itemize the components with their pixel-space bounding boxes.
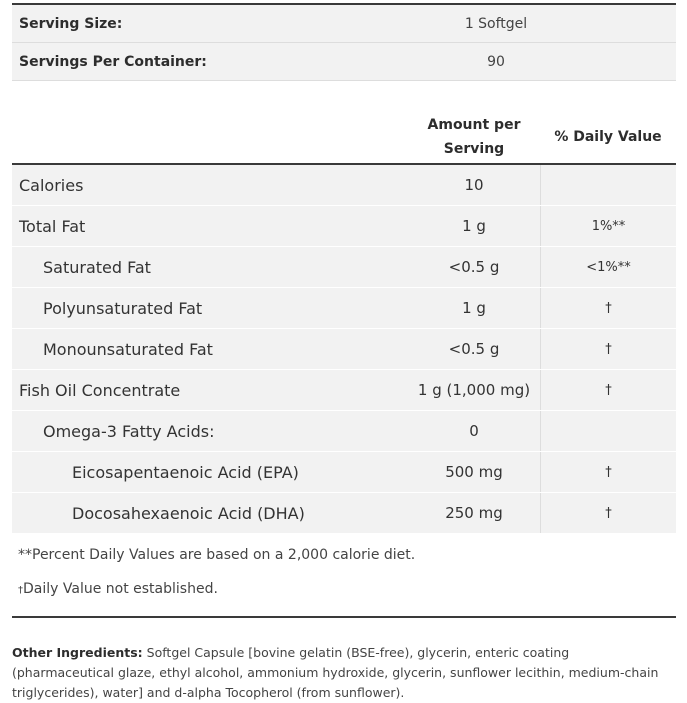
table-row	[12, 411, 676, 452]
other-ingredients-text: Softgel Capsule [bovine gelatin (BSE-free), glycerin, enteric coating (pharmaceutical glaze, ethyl alcohol, ammonium hydroxide, glycerin, sunflower lecithin, medium-chain triglycerides), water] and d-alpha Tocopherol (from sunflower).	[12, 645, 659, 700]
servings-per-container-label: Servings Per Container:	[19, 53, 207, 70]
nutrient-name: Docosahexaenoic Acid (DHA)	[72, 503, 305, 523]
nutrient-name: Total Fat	[19, 216, 86, 236]
table-row	[12, 288, 676, 329]
nutrient-daily-value: <1%**	[540, 247, 676, 287]
other-ingredients-label: Other Ingredients:	[12, 645, 143, 660]
nutrient-amount: <0.5 g	[448, 258, 500, 276]
nutrient-table	[12, 165, 676, 534]
nutrient-name: Polyunsaturated Fat	[43, 298, 203, 318]
nutrient-name: Omega-3 Fatty Acids:	[43, 421, 215, 441]
nutrient-name: Calories	[19, 175, 84, 195]
nutrient-amount: 1 g	[462, 217, 486, 235]
table-row	[12, 247, 676, 288]
nutrient-name: Monounsaturated Fat	[43, 339, 213, 359]
daily-value-not-established-footnote	[12, 578, 676, 600]
nutrient-amount: 500 mg	[445, 463, 503, 481]
nutrient-amount: 1 g (1,000 mg)	[417, 381, 531, 399]
serving-size-value: 1 Softgel	[464, 15, 528, 32]
nutrient-daily-value: †	[540, 493, 676, 533]
nutrient-amount: 0	[469, 422, 479, 440]
servings-per-container-row	[12, 43, 676, 81]
amount-header-line2: Serving	[443, 141, 505, 157]
dagger-note-text: Daily Value not established.	[23, 581, 218, 597]
table-row	[12, 206, 676, 247]
nutrient-daily-value	[540, 411, 676, 451]
table-row	[12, 493, 676, 534]
nutrient-daily-value: 1%**	[540, 206, 676, 246]
amount-header-line1: Amount per	[427, 117, 521, 133]
percent-daily-value-footnote: **Percent Daily Values are based on a 2,000 calorie diet.	[18, 547, 416, 563]
daily-value-header: % Daily Value	[554, 129, 662, 145]
serving-size-label: Serving Size:	[19, 15, 123, 32]
nutrient-amount: 1 g	[462, 299, 486, 317]
nutrient-amount: 10	[464, 176, 484, 194]
nutrient-name: Saturated Fat	[43, 257, 151, 277]
serving-size-row	[12, 5, 676, 43]
nutrient-column-header	[12, 111, 676, 165]
table-row	[12, 329, 676, 370]
nutrient-daily-value: †	[540, 288, 676, 328]
nutrient-daily-value: †	[540, 329, 676, 369]
section-divider	[12, 616, 676, 618]
nutrient-daily-value	[540, 165, 676, 205]
nutrient-amount: 250 mg	[445, 504, 503, 522]
nutrient-name: Eicosapentaenoic Acid (EPA)	[72, 462, 299, 482]
nutrient-name: Fish Oil Concentrate	[19, 380, 181, 400]
dagger-symbol: †	[18, 585, 23, 596]
nutrient-daily-value: †	[540, 452, 676, 492]
nutrient-amount: <0.5 g	[448, 340, 500, 358]
supplement-facts-panel	[12, 3, 676, 703]
table-row	[12, 370, 676, 411]
other-ingredients	[12, 643, 672, 703]
table-row	[12, 165, 676, 206]
nutrient-daily-value: †	[540, 370, 676, 410]
table-row	[12, 452, 676, 493]
serving-info-table	[12, 3, 676, 81]
amount-per-serving-header	[408, 113, 540, 161]
servings-per-container-value: 90	[487, 53, 505, 70]
